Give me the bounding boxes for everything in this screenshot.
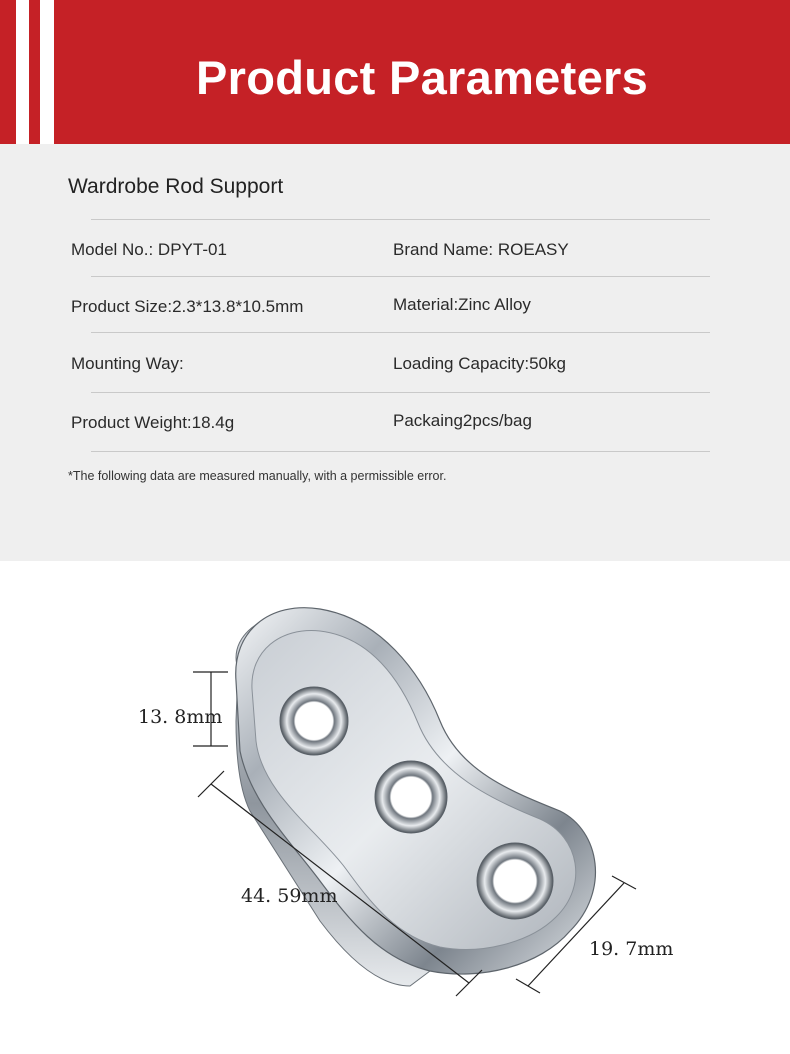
product-name: Wardrobe Rod Support: [68, 175, 284, 198]
divider: [91, 332, 710, 333]
measurement-note: *The following data are measured manually, with a permissible error.: [68, 469, 447, 483]
header-stripe: [0, 0, 16, 144]
param-product-weight: Product Weight:18.4g: [71, 413, 235, 432]
page-title: Product Parameters: [195, 51, 649, 104]
param-product-size: Product Size:2.3*13.8*10.5mm: [71, 297, 304, 316]
divider: [91, 451, 710, 452]
screw-hole: [280, 687, 348, 755]
rod-support-illustration: [0, 561, 790, 1054]
param-model-no: Model No.: DPYT-01: [71, 240, 227, 259]
param-loading-capacity: Loading Capacity:50kg: [393, 354, 566, 373]
dimension-length: 44. 59mm: [241, 885, 338, 907]
screw-hole: [375, 761, 447, 833]
dimension-width: 19. 7mm: [589, 938, 674, 960]
header-banner: [0, 0, 790, 144]
product-photo: [0, 561, 790, 1054]
divider: [91, 276, 710, 277]
dimension-height: 13. 8mm: [138, 706, 223, 728]
param-brand-name: Brand Name: ROEASY: [393, 240, 569, 259]
header-stripe: [29, 0, 40, 144]
parameters-panel: [0, 144, 790, 561]
divider: [91, 219, 710, 220]
divider: [91, 392, 710, 393]
param-packaging: Packaing2pcs/bag: [393, 411, 532, 430]
screw-hole: [477, 843, 553, 919]
param-mounting-way: Mounting Way:: [71, 354, 184, 373]
param-material: Material:Zinc Alloy: [393, 295, 531, 314]
